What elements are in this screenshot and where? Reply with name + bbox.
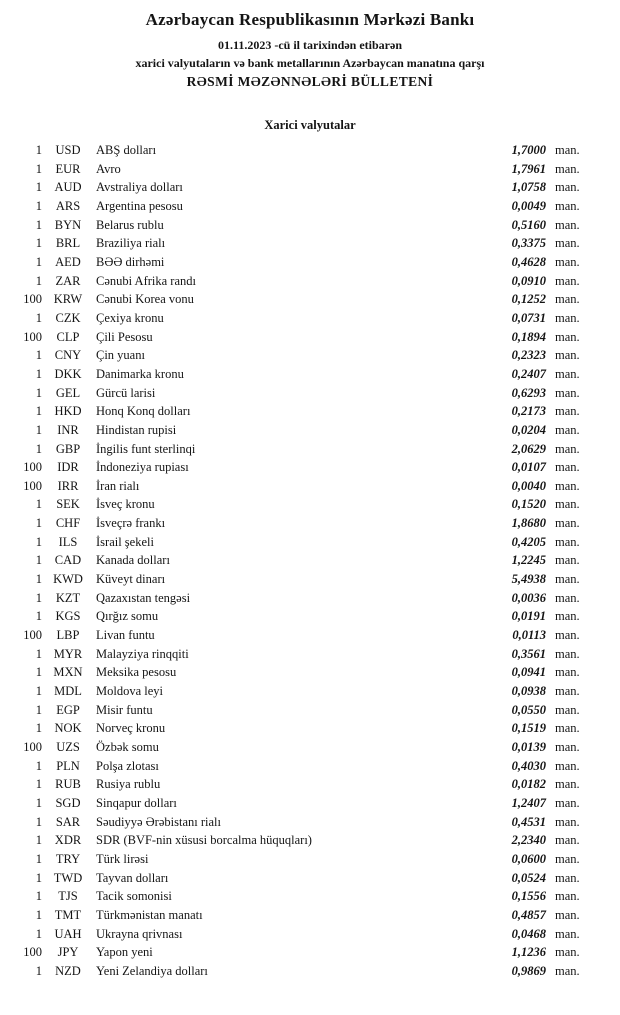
row-currency-name: Rusiya rublu (96, 777, 161, 792)
rate-row (16, 402, 596, 421)
row-rate-value: 0,0204 (511, 422, 546, 437)
row-currency-name: Misir funtu (96, 702, 153, 717)
row-currency-name: İndoneziya rupiası (96, 460, 189, 475)
row-currency-name: Tayvan dolları (96, 870, 169, 885)
row-unit-label: man. (555, 572, 580, 587)
row-rate-value: 0,0182 (511, 777, 546, 792)
row-currency-code: ARS (55, 198, 81, 213)
row-currency-name: İsveç kronu (96, 497, 155, 512)
row-currency-code: TMT (54, 907, 82, 922)
row-currency-code: UZS (56, 740, 80, 754)
rate-row (16, 570, 596, 589)
row-quantity: 1 (35, 646, 42, 661)
row-quantity: 1 (35, 814, 42, 829)
row-unit-label: man. (555, 684, 580, 699)
row-currency-name: Kanada dolları (96, 553, 170, 568)
row-currency-code: KRW (53, 292, 83, 307)
row-currency-name: Braziliya rialı (96, 236, 166, 251)
row-quantity: 1 (35, 963, 42, 978)
row-currency-name: Hindistan rupisi (96, 422, 177, 437)
row-rate-value: 1,2245 (511, 553, 546, 568)
row-currency-name: Norveç kronu (96, 721, 166, 736)
row-currency-code: ZAR (55, 273, 81, 288)
row-currency-name: Səudiyyə Ərəbistanı rialı (96, 814, 221, 829)
row-currency-code: EGP (56, 702, 80, 717)
row-quantity: 1 (35, 777, 42, 792)
row-currency-name: Avstraliya dolları (96, 180, 183, 195)
row-quantity: 100 (23, 628, 42, 643)
rate-row (16, 421, 596, 440)
row-currency-name: Polşa zlotası (96, 758, 159, 773)
row-quantity: 1 (35, 721, 42, 736)
row-unit-label: man. (555, 721, 580, 736)
rate-row (16, 794, 596, 813)
row-currency-code: SGD (55, 795, 81, 810)
rate-row (16, 309, 596, 328)
row-quantity: 1 (35, 348, 42, 363)
row-currency-code: IDR (57, 460, 79, 475)
row-currency-code: USD (55, 143, 81, 157)
row-currency-name: Malayziya rinqqiti (96, 646, 189, 661)
row-quantity: 1 (35, 497, 42, 512)
rate-row (16, 645, 596, 664)
row-rate-value: 0,0036 (511, 590, 546, 605)
row-currency-code: ILS (58, 534, 78, 549)
row-unit-label: man. (555, 422, 580, 437)
row-rate-value: 0,0731 (511, 310, 546, 325)
row-currency-code: TRY (55, 851, 81, 866)
row-quantity: 1 (35, 366, 42, 381)
row-currency-code: EUR (55, 161, 81, 176)
row-unit-label: man. (555, 310, 580, 325)
rate-row (16, 272, 596, 291)
row-rate-value: 1,7000 (511, 143, 546, 157)
row-currency-code: JPY (57, 945, 79, 960)
row-rate-value: 0,4205 (511, 534, 546, 549)
rate-row (16, 290, 596, 309)
row-rate-value: 2,2340 (511, 833, 546, 848)
row-currency-code: PLN (56, 758, 80, 773)
row-quantity: 1 (35, 385, 42, 400)
row-currency-name: Türk lirəsi (96, 851, 149, 866)
row-rate-value: 0,0524 (511, 870, 546, 885)
row-rate-value: 0,1519 (511, 721, 546, 736)
rate-row (16, 384, 596, 403)
row-unit-label: man. (555, 833, 580, 848)
row-quantity: 1 (35, 572, 42, 587)
rate-row (16, 533, 596, 552)
row-rate-value: 0,1556 (511, 889, 546, 904)
row-currency-name: Moldova leyi (96, 684, 164, 699)
row-currency-name: İsveçrə frankı (96, 516, 166, 531)
row-rate-value: 0,0550 (511, 702, 546, 717)
row-quantity: 1 (35, 534, 42, 549)
row-currency-name: BƏƏ dirhəmi (96, 254, 165, 269)
row-currency-code: MXN (53, 665, 83, 680)
row-unit-label: man. (555, 404, 580, 419)
rate-row (16, 216, 596, 235)
row-quantity: 1 (35, 180, 42, 195)
row-quantity: 1 (35, 422, 42, 437)
row-rate-value: 0,0049 (511, 198, 546, 213)
row-unit-label: man. (555, 460, 580, 475)
row-currency-name: Yeni Zelandiya dolları (96, 963, 208, 978)
row-currency-name: Argentina pesosu (96, 198, 183, 213)
row-quantity: 100 (23, 292, 42, 307)
row-currency-code: CNY (54, 348, 82, 363)
row-currency-code: INR (57, 422, 79, 437)
row-currency-code: HKD (54, 404, 82, 419)
row-quantity: 1 (35, 833, 42, 848)
row-unit-label: man. (555, 497, 580, 512)
row-rate-value: 0,4030 (511, 758, 546, 773)
row-unit-label: man. (555, 217, 580, 232)
row-unit-label: man. (555, 534, 580, 549)
row-rate-value: 0,2323 (511, 348, 546, 363)
rate-row (16, 663, 596, 682)
row-quantity: 1 (35, 310, 42, 325)
row-quantity: 1 (35, 889, 42, 904)
rate-row (16, 178, 596, 197)
row-rate-value: 0,6293 (511, 385, 546, 400)
row-quantity: 1 (35, 516, 42, 531)
rate-row (16, 160, 596, 179)
row-quantity: 1 (35, 926, 42, 941)
row-rate-value: 1,1236 (511, 945, 546, 960)
row-currency-code: UAH (54, 926, 82, 941)
bulletin-header (0, 0, 620, 90)
row-unit-label: man. (555, 870, 580, 885)
row-rate-value: 0,1520 (511, 497, 546, 512)
row-currency-name: Livan funtu (96, 628, 155, 643)
rate-row (16, 943, 596, 962)
row-unit-label: man. (555, 590, 580, 605)
rate-row (16, 850, 596, 869)
row-rate-value: 0,2407 (511, 366, 546, 381)
row-currency-code: KGS (55, 609, 81, 624)
row-rate-value: 5,4938 (511, 572, 546, 587)
row-unit-label: man. (555, 665, 580, 680)
rate-row (16, 495, 596, 514)
row-rate-value: 0,0941 (511, 665, 546, 680)
row-currency-name: Cənubi Korea vonu (96, 292, 194, 307)
row-currency-code: TWD (53, 870, 83, 885)
row-unit-label: man. (555, 945, 580, 960)
rate-row (16, 197, 596, 216)
row-currency-code: BYN (54, 217, 82, 232)
row-rate-value: 0,1252 (511, 292, 546, 307)
row-unit-label: man. (555, 180, 580, 195)
row-unit-label: man. (555, 702, 580, 717)
row-currency-code: TJS (58, 889, 78, 904)
row-currency-name: Qırğız somu (96, 609, 159, 624)
row-unit-label: man. (555, 236, 580, 251)
rate-row (16, 925, 596, 944)
row-unit-label: man. (555, 758, 580, 773)
row-currency-code: BRL (55, 236, 81, 251)
row-quantity: 1 (35, 404, 42, 419)
section-title-foreign-currencies: Xarici valyutalar (264, 118, 356, 132)
row-unit-label: man. (555, 348, 580, 363)
row-rate-value: 0,0107 (511, 460, 546, 475)
row-unit-label: man. (555, 385, 580, 400)
row-currency-code: GBP (55, 441, 81, 456)
row-unit-label: man. (555, 646, 580, 661)
row-currency-code: KWD (53, 572, 83, 587)
row-rate-value: 0,0600 (511, 851, 546, 866)
rate-row (16, 719, 596, 738)
row-rate-value: 0,0468 (511, 926, 546, 941)
row-currency-code: DKK (54, 366, 82, 381)
row-currency-name: Ukrayna qrivnası (96, 926, 183, 941)
row-currency-name: Çili Pesosu (96, 329, 153, 344)
row-unit-label: man. (555, 273, 580, 288)
row-unit-label: man. (555, 441, 580, 456)
subtitle-line: xarici valyutaların və bank metallarının Azərbaycan manatına qarşı (135, 56, 485, 70)
row-rate-value: 0,0040 (511, 478, 546, 493)
row-rate-value: 0,5160 (511, 217, 546, 232)
row-quantity: 1 (35, 236, 42, 251)
rate-row (16, 887, 596, 906)
row-unit-label: man. (555, 553, 580, 568)
bulletin-title: RƏSMİ MƏZƏNNƏLƏRİ BÜLLETENİ (186, 74, 434, 89)
row-rate-value: 0,0938 (511, 684, 546, 699)
row-rate-value: 0,4628 (511, 254, 546, 269)
row-currency-code: CLP (56, 329, 80, 344)
row-rate-value: 1,7961 (511, 161, 546, 176)
row-quantity: 1 (35, 273, 42, 288)
row-rate-value: 0,4857 (511, 907, 546, 922)
row-unit-label: man. (555, 628, 580, 643)
rate-row (16, 328, 596, 347)
row-quantity: 1 (35, 143, 42, 157)
row-currency-name: Avro (96, 161, 121, 176)
row-currency-code: MYR (53, 646, 83, 661)
row-quantity: 100 (23, 478, 42, 493)
row-currency-name: Çexiya kronu (96, 310, 164, 325)
rate-row (16, 234, 596, 253)
row-rate-value: 0,0139 (511, 740, 546, 754)
row-quantity: 1 (35, 161, 42, 176)
row-currency-code: IRR (57, 478, 79, 493)
row-quantity: 100 (23, 329, 42, 344)
rate-row (16, 607, 596, 626)
row-quantity: 1 (35, 553, 42, 568)
row-unit-label: man. (555, 963, 580, 978)
rate-row (16, 253, 596, 272)
row-quantity: 1 (35, 590, 42, 605)
row-rate-value: 0,1894 (511, 329, 546, 344)
row-unit-label: man. (555, 366, 580, 381)
row-quantity: 1 (35, 665, 42, 680)
row-unit-label: man. (555, 777, 580, 792)
row-unit-label: man. (555, 609, 580, 624)
row-rate-value: 0,3561 (511, 646, 546, 661)
row-currency-code: AUD (54, 180, 82, 195)
row-currency-name: Özbək somu (96, 740, 159, 754)
row-unit-label: man. (555, 198, 580, 213)
row-currency-name: SDR (BVF-nin xüsusi borcalma hüquqları) (96, 833, 312, 848)
row-currency-name: İngilis funt sterlinqi (96, 441, 196, 456)
rate-row (16, 551, 596, 570)
row-currency-code: XDR (54, 833, 82, 848)
row-quantity: 1 (35, 702, 42, 717)
row-unit-label: man. (555, 254, 580, 269)
row-currency-name: Meksika pesosu (96, 665, 177, 680)
bank-title: Azərbaycan Respublikasının Mərkəzi Bankı (145, 10, 475, 29)
row-currency-name: ABŞ dolları (96, 143, 157, 157)
row-unit-label: man. (555, 292, 580, 307)
rate-row (16, 458, 596, 477)
row-rate-value: 1,2407 (511, 795, 546, 810)
row-currency-code: LBP (56, 628, 80, 643)
row-currency-name: Honq Konq dolları (96, 404, 191, 419)
row-currency-code: CZK (55, 310, 81, 325)
row-unit-label: man. (555, 143, 580, 157)
row-quantity: 1 (35, 441, 42, 456)
row-quantity: 1 (35, 684, 42, 699)
row-unit-label: man. (555, 161, 580, 176)
row-quantity: 1 (35, 254, 42, 269)
row-quantity: 1 (35, 795, 42, 810)
rate-row (16, 962, 596, 981)
effective-date-line: 01.11.2023 -cü il tarixindən etibarən (218, 38, 402, 52)
row-unit-label: man. (555, 478, 580, 493)
row-unit-label: man. (555, 814, 580, 829)
row-currency-code: KZT (55, 590, 81, 605)
row-currency-code: NOK (54, 721, 82, 736)
row-currency-name: Tacik somonisi (96, 889, 172, 904)
rates-table (0, 141, 620, 981)
row-currency-name: İsrail şekeli (96, 534, 154, 549)
rate-row (16, 831, 596, 850)
row-currency-code: GEL (55, 385, 81, 400)
row-rate-value: 0,0113 (512, 628, 546, 643)
row-rate-value: 1,0758 (511, 180, 546, 195)
row-currency-name: Gürcü larisi (96, 385, 156, 400)
rate-row (16, 626, 596, 645)
row-currency-code: CHF (55, 516, 81, 531)
row-quantity: 1 (35, 851, 42, 866)
rate-row (16, 757, 596, 776)
row-unit-label: man. (555, 516, 580, 531)
row-currency-name: Küveyt dinarı (96, 572, 166, 587)
row-rate-value: 0,2173 (511, 404, 546, 419)
row-currency-name: Yapon yeni (96, 945, 153, 960)
row-currency-code: SAR (55, 814, 81, 829)
rate-row (16, 906, 596, 925)
row-currency-code: NZD (55, 963, 81, 978)
rate-row (16, 141, 596, 160)
row-quantity: 100 (23, 945, 42, 960)
row-currency-code: AED (55, 254, 81, 269)
rate-row (16, 701, 596, 720)
rate-row (16, 813, 596, 832)
rate-row (16, 365, 596, 384)
rate-row (16, 589, 596, 608)
row-quantity: 100 (23, 460, 42, 475)
rate-row (16, 514, 596, 533)
row-currency-code: SEK (56, 497, 80, 512)
row-currency-code: MDL (54, 684, 82, 699)
row-quantity: 1 (35, 907, 42, 922)
row-quantity: 1 (35, 870, 42, 885)
row-rate-value: 1,8680 (511, 516, 546, 531)
row-quantity: 100 (23, 740, 42, 754)
row-currency-code: RUB (55, 777, 81, 792)
row-currency-name: Danimarka kronu (96, 366, 184, 381)
row-quantity: 1 (35, 198, 42, 213)
rate-row (16, 775, 596, 794)
row-currency-name: Qazaxıstan tengəsi (96, 590, 191, 605)
row-quantity: 1 (35, 758, 42, 773)
rate-row (16, 440, 596, 459)
rate-row (16, 682, 596, 701)
row-rate-value: 0,0191 (511, 609, 546, 624)
row-currency-name: Belarus rublu (96, 217, 164, 232)
rate-row (16, 346, 596, 365)
row-rate-value: 0,9869 (511, 963, 546, 978)
row-currency-name: İran rialı (96, 478, 140, 493)
row-rate-value: 0,4531 (511, 814, 546, 829)
row-unit-label: man. (555, 329, 580, 344)
row-unit-label: man. (555, 926, 580, 941)
row-currency-name: Çin yuanı (96, 348, 145, 363)
row-currency-name: Türkmənistan manatı (96, 907, 203, 922)
row-rate-value: 0,0910 (511, 273, 546, 288)
row-quantity: 1 (35, 217, 42, 232)
row-unit-label: man. (555, 889, 580, 904)
row-rate-value: 2,0629 (511, 441, 546, 456)
rate-row (16, 738, 596, 757)
row-unit-label: man. (555, 907, 580, 922)
row-unit-label: man. (555, 851, 580, 866)
row-quantity: 1 (35, 609, 42, 624)
row-currency-name: Sinqapur dolları (96, 795, 177, 810)
rate-row (16, 477, 596, 496)
row-unit-label: man. (555, 740, 580, 754)
row-rate-value: 0,3375 (511, 236, 546, 251)
rate-row (16, 869, 596, 888)
row-currency-name: Cənubi Afrika randı (96, 273, 196, 288)
row-unit-label: man. (555, 795, 580, 810)
row-currency-code: CAD (54, 553, 82, 568)
